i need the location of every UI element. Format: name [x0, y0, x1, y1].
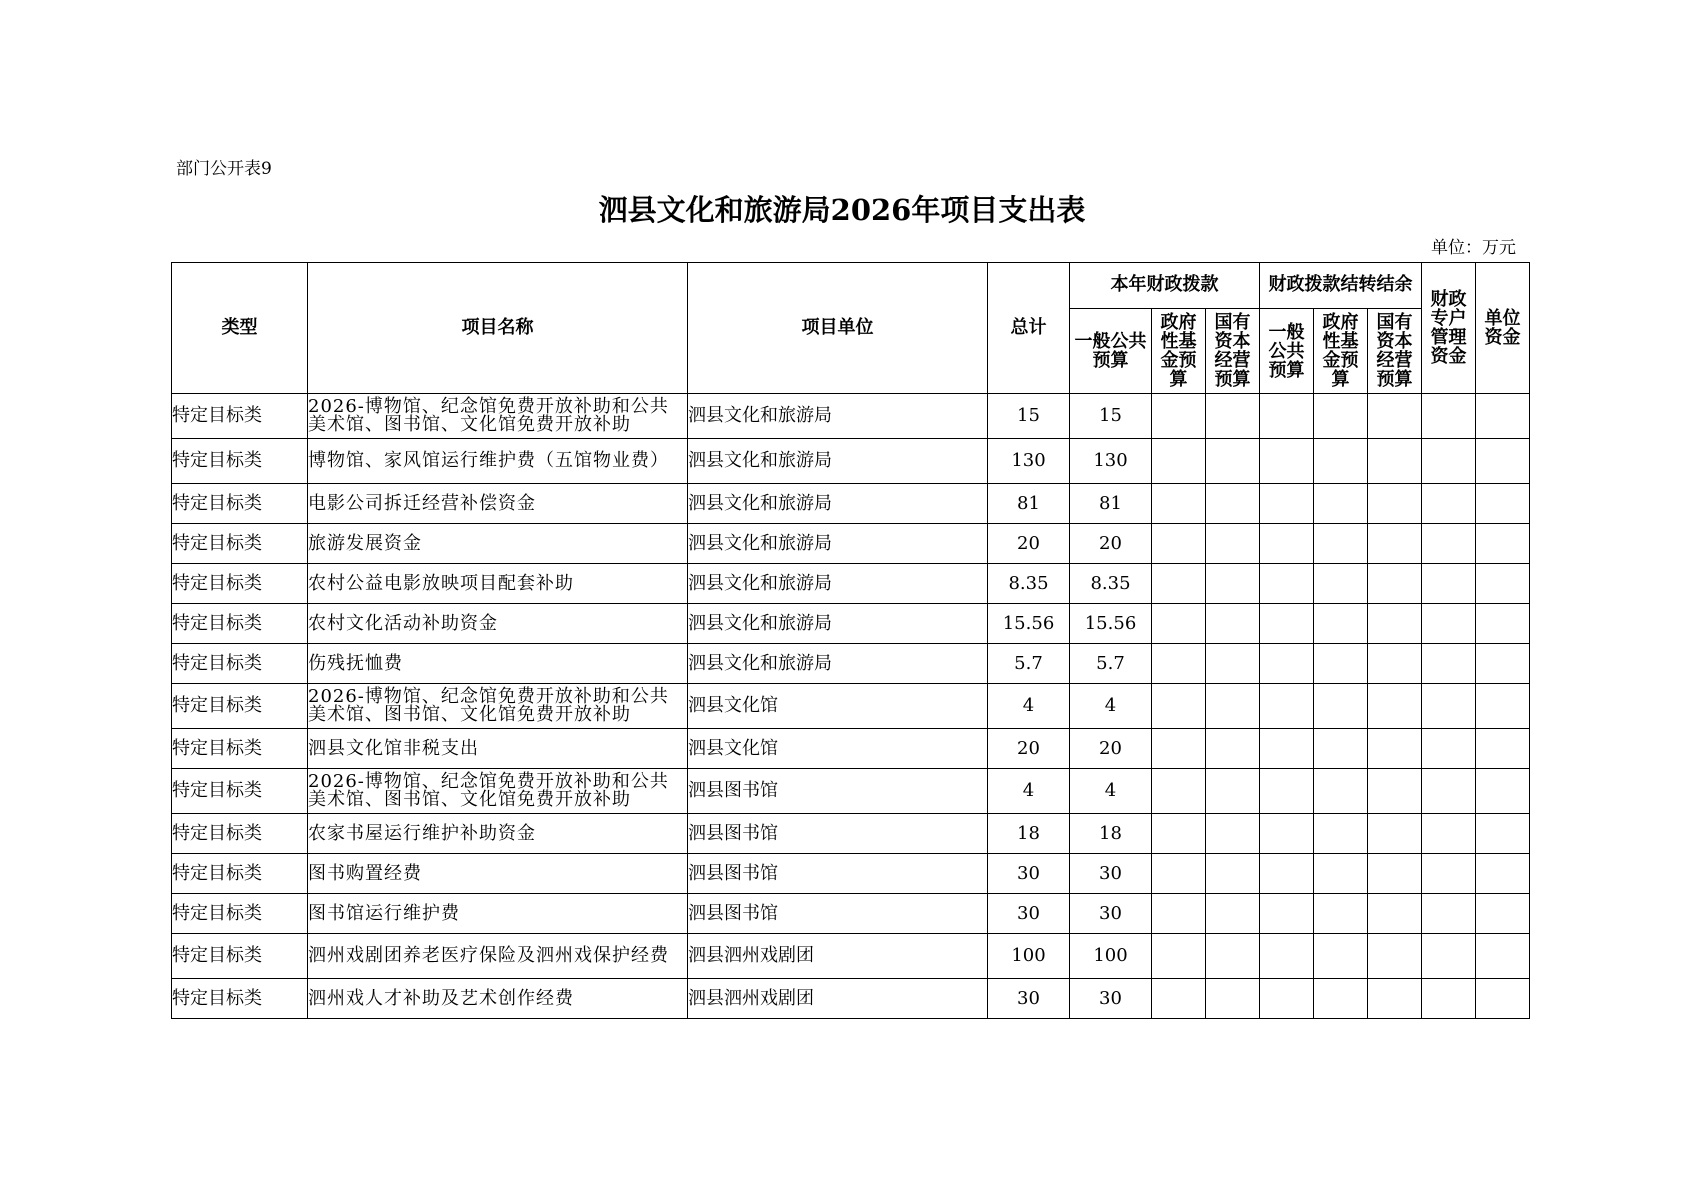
row-empty-cell — [1422, 934, 1476, 979]
row-empty-cell — [1422, 484, 1476, 524]
row-general-budget-cell: 20 — [1070, 524, 1152, 564]
row-project-name-text: 2026-博物馆、纪念馆免费开放补助和公共美术馆、图书馆、文化馆免费开放补助 — [308, 771, 669, 810]
row-empty-cell — [1368, 979, 1422, 1019]
row-empty-cell — [1368, 814, 1422, 854]
row-project-name-text: 农村公益电影放映项目配套补助 — [308, 572, 574, 594]
row-project-name-text: 伤残抚恤费 — [308, 652, 403, 674]
row-project-name-text: 图书馆运行维护费 — [308, 902, 460, 924]
row-total-cell: 15.56 — [988, 604, 1070, 644]
table-row — [172, 564, 1530, 604]
row-type-cell: 特定目标类 — [172, 769, 308, 814]
row-total-cell: 15 — [988, 394, 1070, 439]
row-total-cell: 100 — [988, 934, 1070, 979]
header-special-account-funds: 财政专户管理资金 — [1422, 263, 1476, 394]
row-empty-cell — [1314, 604, 1368, 644]
row-empty-cell — [1476, 484, 1530, 524]
row-project-unit-cell: 泗县文化和旅游局 — [688, 644, 988, 684]
row-general-budget-cell: 130 — [1070, 439, 1152, 484]
row-project-name-cell — [308, 644, 688, 684]
row-total-cell: 5.7 — [988, 644, 1070, 684]
row-project-name-text: 泗州戏人才补助及艺术创作经费 — [308, 987, 574, 1009]
table-row — [172, 854, 1530, 894]
table-row — [172, 684, 1530, 729]
row-project-name-text: 农村文化活动补助资金 — [308, 612, 498, 634]
row-empty-cell — [1206, 814, 1260, 854]
row-general-budget-cell: 100 — [1070, 934, 1152, 979]
row-empty-cell — [1152, 854, 1206, 894]
header-carry-fund-budget: 政府性基金预算 — [1314, 309, 1368, 394]
row-general-budget-cell: 4 — [1070, 769, 1152, 814]
row-empty-cell — [1368, 394, 1422, 439]
row-empty-cell — [1476, 644, 1530, 684]
row-type-cell: 特定目标类 — [172, 854, 308, 894]
row-empty-cell — [1206, 854, 1260, 894]
row-total-cell: 4 — [988, 769, 1070, 814]
row-project-unit-cell: 泗县图书馆 — [688, 894, 988, 934]
row-empty-cell — [1368, 854, 1422, 894]
row-project-name-cell — [308, 769, 688, 814]
unit-label: 单位：万元 — [1431, 238, 1516, 258]
row-project-name-text: 2026-博物馆、纪念馆免费开放补助和公共美术馆、图书馆、文化馆免费开放补助 — [308, 686, 669, 725]
row-empty-cell — [1314, 484, 1368, 524]
row-empty-cell — [1152, 564, 1206, 604]
row-empty-cell — [1152, 769, 1206, 814]
row-project-name-text: 2026-博物馆、纪念馆免费开放补助和公共美术馆、图书馆、文化馆免费开放补助 — [308, 396, 669, 435]
row-empty-cell — [1152, 979, 1206, 1019]
row-empty-cell — [1314, 564, 1368, 604]
row-empty-cell — [1260, 854, 1314, 894]
table-row — [172, 394, 1530, 439]
row-project-name-text: 电影公司拆迁经营补偿资金 — [308, 492, 536, 514]
row-general-budget-cell: 30 — [1070, 979, 1152, 1019]
row-empty-cell — [1368, 484, 1422, 524]
row-type-cell: 特定目标类 — [172, 524, 308, 564]
row-type-cell: 特定目标类 — [172, 439, 308, 484]
row-empty-cell — [1314, 524, 1368, 564]
row-empty-cell — [1422, 769, 1476, 814]
row-project-name-text: 图书购置经费 — [308, 862, 422, 884]
row-empty-cell — [1422, 564, 1476, 604]
table-row — [172, 769, 1530, 814]
row-project-unit-cell: 泗县图书馆 — [688, 854, 988, 894]
header-unit-funds: 单位资金 — [1476, 263, 1530, 394]
row-general-budget-cell: 5.7 — [1070, 644, 1152, 684]
row-empty-cell — [1260, 769, 1314, 814]
table-row — [172, 484, 1530, 524]
header-carry-state-capital-budget: 国有资本经营预算 — [1368, 309, 1422, 394]
table-row — [172, 524, 1530, 564]
row-general-budget-cell: 4 — [1070, 684, 1152, 729]
row-empty-cell — [1260, 564, 1314, 604]
row-empty-cell — [1206, 934, 1260, 979]
row-project-name-cell — [308, 484, 688, 524]
row-general-budget-cell: 20 — [1070, 729, 1152, 769]
row-type-cell: 特定目标类 — [172, 934, 308, 979]
row-type-cell: 特定目标类 — [172, 394, 308, 439]
row-empty-cell — [1368, 729, 1422, 769]
header-type: 类型 — [172, 263, 308, 394]
row-empty-cell — [1206, 604, 1260, 644]
row-empty-cell — [1476, 564, 1530, 604]
row-empty-cell — [1476, 684, 1530, 729]
row-empty-cell — [1206, 524, 1260, 564]
row-empty-cell — [1314, 854, 1368, 894]
row-empty-cell — [1152, 934, 1206, 979]
table-row — [172, 604, 1530, 644]
header-total: 总计 — [988, 263, 1070, 394]
row-empty-cell — [1368, 894, 1422, 934]
row-empty-cell — [1368, 644, 1422, 684]
row-general-budget-cell: 15 — [1070, 394, 1152, 439]
row-empty-cell — [1476, 604, 1530, 644]
row-type-cell: 特定目标类 — [172, 484, 308, 524]
row-empty-cell — [1368, 564, 1422, 604]
row-project-unit-cell: 泗县文化和旅游局 — [688, 484, 988, 524]
row-type-cell: 特定目标类 — [172, 604, 308, 644]
row-empty-cell — [1260, 439, 1314, 484]
table-row — [172, 894, 1530, 934]
row-empty-cell — [1206, 769, 1260, 814]
row-empty-cell — [1314, 684, 1368, 729]
row-project-name-text: 农家书屋运行维护补助资金 — [308, 822, 536, 844]
row-empty-cell — [1206, 684, 1260, 729]
row-project-unit-cell: 泗县文化和旅游局 — [688, 524, 988, 564]
table-row — [172, 934, 1530, 979]
row-type-cell: 特定目标类 — [172, 894, 308, 934]
table-row — [172, 814, 1530, 854]
row-project-name-cell — [308, 604, 688, 644]
row-general-budget-cell: 18 — [1070, 814, 1152, 854]
row-empty-cell — [1206, 979, 1260, 1019]
row-project-unit-cell: 泗县泗州戏剧团 — [688, 934, 988, 979]
row-project-unit-cell: 泗县文化和旅游局 — [688, 604, 988, 644]
row-project-name-cell — [308, 524, 688, 564]
row-empty-cell — [1152, 439, 1206, 484]
header-project-name: 项目名称 — [308, 263, 688, 394]
row-total-cell: 4 — [988, 684, 1070, 729]
table-row — [172, 979, 1530, 1019]
row-empty-cell — [1206, 564, 1260, 604]
header-general-budget: 一般公共预算 — [1070, 309, 1152, 394]
row-empty-cell — [1368, 524, 1422, 564]
row-empty-cell — [1422, 604, 1476, 644]
row-project-name-cell — [308, 894, 688, 934]
row-type-cell: 特定目标类 — [172, 684, 308, 729]
row-total-cell: 8.35 — [988, 564, 1070, 604]
row-empty-cell — [1152, 484, 1206, 524]
row-empty-cell — [1422, 729, 1476, 769]
row-empty-cell — [1152, 524, 1206, 564]
row-empty-cell — [1314, 644, 1368, 684]
row-empty-cell — [1260, 524, 1314, 564]
row-empty-cell — [1476, 979, 1530, 1019]
row-empty-cell — [1476, 394, 1530, 439]
header-carryover-balance: 财政拨款结转结余 — [1260, 263, 1422, 309]
row-general-budget-cell: 15.56 — [1070, 604, 1152, 644]
row-project-name-cell — [308, 934, 688, 979]
row-empty-cell — [1260, 604, 1314, 644]
row-empty-cell — [1152, 814, 1206, 854]
row-empty-cell — [1206, 729, 1260, 769]
row-empty-cell — [1260, 484, 1314, 524]
row-project-name-cell — [308, 854, 688, 894]
row-empty-cell — [1314, 439, 1368, 484]
row-project-unit-cell: 泗县文化馆 — [688, 729, 988, 769]
table-row — [172, 644, 1530, 684]
row-empty-cell — [1368, 684, 1422, 729]
row-type-cell: 特定目标类 — [172, 644, 308, 684]
row-empty-cell — [1422, 644, 1476, 684]
row-empty-cell — [1476, 439, 1530, 484]
table-row — [172, 729, 1530, 769]
row-empty-cell — [1260, 894, 1314, 934]
row-empty-cell — [1260, 394, 1314, 439]
row-project-name-cell — [308, 729, 688, 769]
header-carry-general-budget: 一般公共预算 — [1260, 309, 1314, 394]
row-empty-cell — [1260, 729, 1314, 769]
row-total-cell: 30 — [988, 854, 1070, 894]
row-total-cell: 18 — [988, 814, 1070, 854]
row-project-name-cell — [308, 814, 688, 854]
row-total-cell: 20 — [988, 729, 1070, 769]
row-empty-cell — [1422, 854, 1476, 894]
row-empty-cell — [1314, 729, 1368, 769]
row-empty-cell — [1152, 729, 1206, 769]
row-project-name-text: 旅游发展资金 — [308, 532, 422, 554]
header-project-unit: 项目单位 — [688, 263, 988, 394]
row-project-unit-cell: 泗县泗州戏剧团 — [688, 979, 988, 1019]
row-empty-cell — [1476, 814, 1530, 854]
row-total-cell: 20 — [988, 524, 1070, 564]
row-empty-cell — [1476, 524, 1530, 564]
row-empty-cell — [1368, 769, 1422, 814]
document-label: 部门公开表9 — [176, 159, 272, 179]
header-state-capital-budget: 国有资本经营预算 — [1206, 309, 1260, 394]
row-project-name-cell — [308, 394, 688, 439]
row-empty-cell — [1476, 854, 1530, 894]
row-general-budget-cell: 81 — [1070, 484, 1152, 524]
row-project-name-cell — [308, 439, 688, 484]
row-empty-cell — [1260, 814, 1314, 854]
row-empty-cell — [1422, 524, 1476, 564]
row-project-unit-cell: 泗县文化馆 — [688, 684, 988, 729]
row-empty-cell — [1260, 684, 1314, 729]
row-project-unit-cell: 泗县文化和旅游局 — [688, 394, 988, 439]
row-empty-cell — [1206, 644, 1260, 684]
table-row — [172, 439, 1530, 484]
row-empty-cell — [1422, 979, 1476, 1019]
row-total-cell: 81 — [988, 484, 1070, 524]
row-project-name-cell — [308, 979, 688, 1019]
row-empty-cell — [1314, 979, 1368, 1019]
row-type-cell: 特定目标类 — [172, 814, 308, 854]
row-empty-cell — [1260, 934, 1314, 979]
row-empty-cell — [1422, 814, 1476, 854]
row-empty-cell — [1152, 604, 1206, 644]
row-project-unit-cell: 泗县图书馆 — [688, 769, 988, 814]
row-empty-cell — [1206, 894, 1260, 934]
row-general-budget-cell: 30 — [1070, 854, 1152, 894]
row-empty-cell — [1314, 934, 1368, 979]
row-empty-cell — [1206, 394, 1260, 439]
row-project-name-cell — [308, 564, 688, 604]
row-empty-cell — [1476, 769, 1530, 814]
row-total-cell: 130 — [988, 439, 1070, 484]
row-empty-cell — [1152, 394, 1206, 439]
row-general-budget-cell: 30 — [1070, 894, 1152, 934]
row-empty-cell — [1314, 394, 1368, 439]
row-empty-cell — [1314, 894, 1368, 934]
row-empty-cell — [1422, 439, 1476, 484]
row-empty-cell — [1260, 979, 1314, 1019]
row-empty-cell — [1422, 684, 1476, 729]
row-empty-cell — [1152, 684, 1206, 729]
row-empty-cell — [1476, 934, 1530, 979]
row-type-cell: 特定目标类 — [172, 564, 308, 604]
row-empty-cell — [1476, 729, 1530, 769]
row-empty-cell — [1152, 644, 1206, 684]
row-project-unit-cell: 泗县文化和旅游局 — [688, 439, 988, 484]
row-project-name-text: 博物馆、家风馆运行维护费（五馆物业费） — [308, 450, 669, 471]
row-total-cell: 30 — [988, 894, 1070, 934]
row-empty-cell — [1260, 644, 1314, 684]
row-project-name-text: 泗州戏剧团养老医疗保险及泗州戏保护经费 — [308, 945, 669, 966]
row-type-cell: 特定目标类 — [172, 729, 308, 769]
row-empty-cell — [1368, 439, 1422, 484]
row-empty-cell — [1368, 604, 1422, 644]
row-project-unit-cell: 泗县文化和旅游局 — [688, 564, 988, 604]
row-empty-cell — [1152, 894, 1206, 934]
row-project-name-cell — [308, 684, 688, 729]
row-empty-cell — [1422, 894, 1476, 934]
row-type-cell: 特定目标类 — [172, 979, 308, 1019]
header-row — [172, 263, 1530, 309]
row-empty-cell — [1206, 439, 1260, 484]
row-project-unit-cell: 泗县图书馆 — [688, 814, 988, 854]
row-empty-cell — [1314, 814, 1368, 854]
header-fund-budget: 政府性基金预算 — [1152, 309, 1206, 394]
row-total-cell: 30 — [988, 979, 1070, 1019]
header-current-year-appropriation: 本年财政拨款 — [1070, 263, 1260, 309]
row-empty-cell — [1422, 394, 1476, 439]
row-general-budget-cell: 8.35 — [1070, 564, 1152, 604]
row-project-name-text: 泗县文化馆非税支出 — [308, 737, 479, 759]
row-empty-cell — [1368, 934, 1422, 979]
document-title: 泗县文化和旅游局2026年项目支出表 — [598, 193, 1086, 227]
row-empty-cell — [1206, 484, 1260, 524]
project-expenditure-table — [171, 262, 1530, 1019]
row-empty-cell — [1314, 769, 1368, 814]
row-empty-cell — [1476, 894, 1530, 934]
